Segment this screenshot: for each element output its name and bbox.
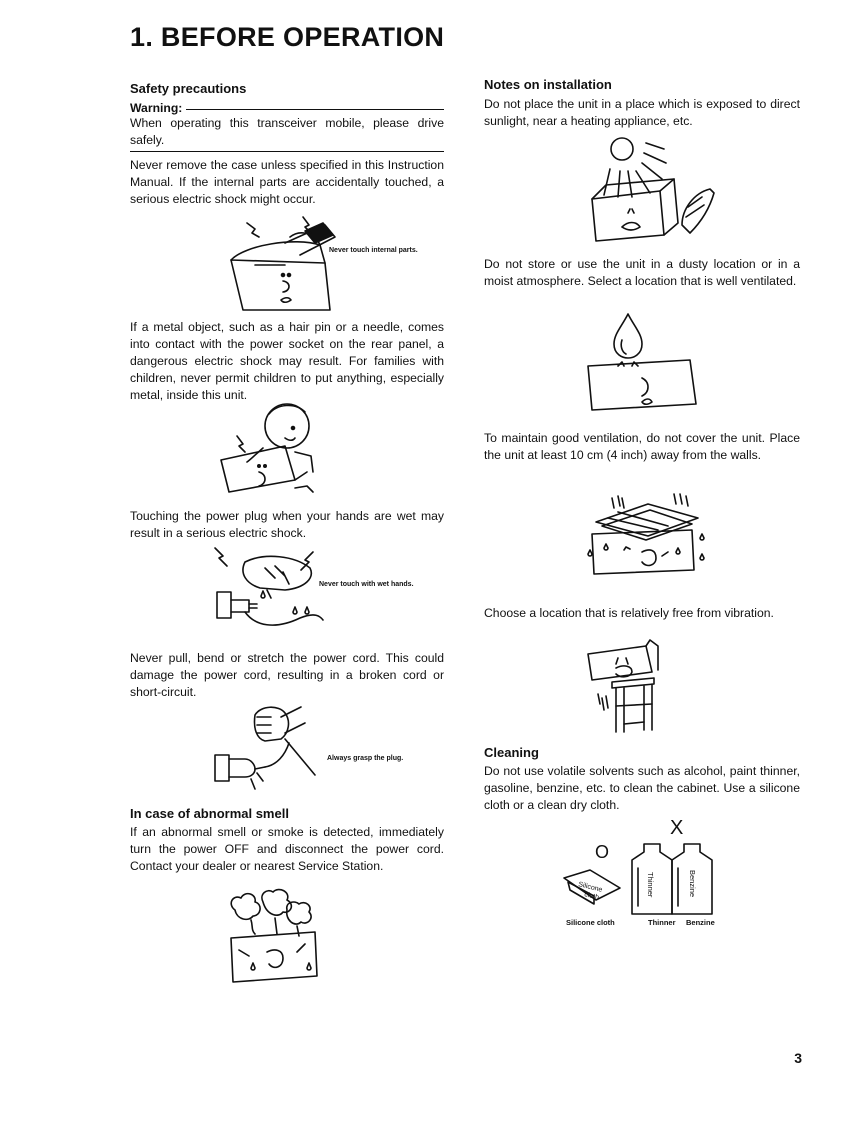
page-number: 3 <box>794 1050 802 1066</box>
para-metal: If a metal object, such as a hair pin or a needle, comes into contact with the power socket on the rear panel, a dangerous electric shock may result. For families with children, never permit children to put anything, especially metal, inside this unit. <box>130 320 444 402</box>
para-dust: Do not store or use the unit in a dusty location or in a moist atmosphere. Select a location that is well ventilated. <box>484 257 800 288</box>
bottle-text-thinner: Thinner <box>646 872 655 898</box>
cleaning-heading: Cleaning <box>484 745 539 760</box>
para-wet: Touching the power plug when your hands are wet may result in a serious electric shock. <box>130 509 444 540</box>
label-thinner: Thinner <box>648 918 676 927</box>
smell-heading: In case of abnormal smell <box>130 806 289 821</box>
label-benzine: Benzine <box>686 918 715 927</box>
caption-plug: Always grasp the plug. <box>327 755 404 762</box>
covered-unit-illustration <box>588 490 718 580</box>
label-silicone: Silicone cloth <box>566 918 615 927</box>
ng-mark <box>670 817 683 839</box>
smell-text: If an abnormal smell or smoke is detected, immediately turn the power OFF and disconnect the power cord. Contact your dealer or nearest Service Station. <box>130 825 444 873</box>
internal-parts-illustration <box>225 215 445 315</box>
warning-rule <box>186 109 444 110</box>
caption-wet: Never touch with wet hands. <box>319 581 414 588</box>
para-sun: Do not place the unit in a place which is exposed to direct sunlight, near a heating appliance, etc. <box>484 97 800 128</box>
chair-illustration <box>588 642 688 742</box>
cloth-text-2: cloth <box>583 891 600 902</box>
warning-body <box>130 115 444 152</box>
caption-internal: Never touch internal parts. <box>329 247 418 254</box>
para-cord: Never pull, bend or stretch the power cord. This could damage the power cord, resulting in a broken cord or short-circuit. <box>130 651 444 699</box>
warning-label-row <box>130 101 444 115</box>
smoke-illustration <box>225 890 325 985</box>
warning-box <box>130 101 444 152</box>
wet-hands-illustration <box>205 548 325 638</box>
bottle-text-benzine: Benzine <box>688 870 697 898</box>
para-vibration: Choose a location that is relatively free from vibration. <box>484 606 774 620</box>
cleaning-text: Do not use volatile solvents such as alcohol, paint thinner, gasoline, benzine, etc. to clean the cabinet. Use a silicone cloth or a clean dry cloth. <box>484 764 800 812</box>
child-illustration <box>225 400 335 500</box>
cloth-text-1: Silicone <box>577 881 603 894</box>
cleaning-items-illustration <box>560 818 740 928</box>
sun-heater-illustration <box>588 135 728 245</box>
warning-text: When operating this transceiver mobile, please drive safely. <box>130 116 444 147</box>
page-title: 1. BEFORE OPERATION <box>130 22 445 52</box>
ok-mark <box>595 842 609 862</box>
ok-mark-text: O <box>595 842 610 862</box>
installation-heading: Notes on installation <box>484 77 612 92</box>
grasp-plug-illustration <box>205 703 325 793</box>
safety-heading: Safety precautions <box>130 81 247 96</box>
warning-label: Warning: <box>130 101 183 115</box>
para-case: Never remove the case unless specified in this Instruction Manual. If the internal parts are accidentally touched, a serious electric shock might occur. <box>130 158 444 206</box>
para-vent: To maintain good ventilation, do not cover the unit. Place the unit at least 10 cm (4 inch) away from the walls. <box>484 431 800 462</box>
ng-mark-text: X <box>670 817 684 839</box>
water-drop-illustration <box>588 312 708 412</box>
